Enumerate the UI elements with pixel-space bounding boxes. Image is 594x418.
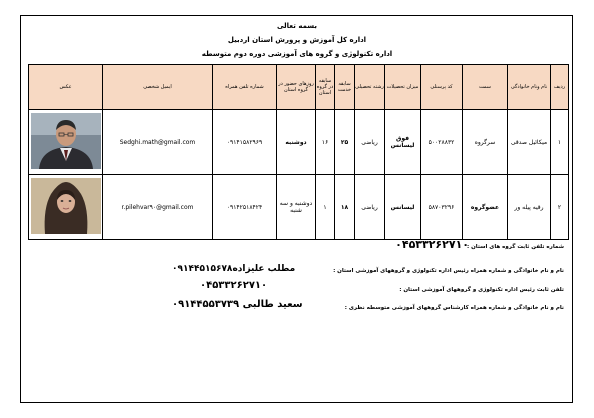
table-row	[29, 175, 569, 240]
cell-role: عضوگروه	[463, 175, 508, 240]
office-phone-value: ۰۴۵۳۳۲۶۲۷۱۰	[200, 280, 268, 291]
cell-service-years: ۱۸	[335, 175, 355, 240]
col-header-service-years: سابقه خدمت	[335, 65, 355, 110]
cell-role: سرگروه	[463, 110, 508, 175]
col-header-role: سمت	[463, 65, 508, 110]
heading-organization: اداره کل آموزش و پرورش استان اردبیل	[227, 36, 367, 44]
cell-attendance-days: دوشنبه و سه شنبه	[277, 175, 316, 240]
portrait-female-photo	[31, 178, 101, 234]
table-header-row	[29, 65, 569, 110]
col-header-photo: عکس	[29, 65, 103, 110]
fixed-phone-value: ۰۴۵۳۳۲۶۲۷۱۰	[395, 238, 469, 251]
col-header-row-number: ردیف	[551, 65, 569, 110]
cell-education: لیسانس	[385, 175, 421, 240]
cell-attendance-days: دوشنبه	[277, 110, 316, 175]
col-header-attendance-days: روزهای حضور در گروه استان	[277, 65, 316, 110]
cell-photo	[29, 110, 103, 175]
cell-education: فوق لیسانس	[385, 110, 421, 175]
cell-name: میکائیل صدقی	[508, 110, 551, 175]
cell-name: رقیه پیله ور	[508, 175, 551, 240]
col-header-field: رشته تحصیلی	[355, 65, 385, 110]
cell-service-years: ۲۵	[335, 110, 355, 175]
col-header-personnel-code: کد پرسنلی	[421, 65, 463, 110]
col-header-name: نام ونام خانوادگی	[508, 65, 551, 110]
col-header-group-years: سابقه در گروه استان	[316, 65, 335, 110]
cell-group-years: ۱۶	[316, 110, 335, 175]
cell-row-number: ۲	[551, 175, 569, 240]
cell-mobile: ۰۹۱۴۲۵۱۸۴۲۴	[213, 175, 277, 240]
cell-personnel-code: ۵۰۰۲۸۸۳۲	[421, 110, 463, 175]
col-header-mobile: شماره تلفن همراه	[213, 65, 277, 110]
cell-field: ریاضی	[355, 175, 385, 240]
cell-email: r.pilehvar۹۰@gmail.com	[103, 175, 213, 240]
fixed-phone-label: شماره تلفن ثابت گروه های استان :	[466, 244, 564, 250]
cell-row-number: ۱	[551, 110, 569, 175]
cell-photo	[29, 175, 103, 240]
cell-group-years: ۱	[316, 175, 335, 240]
col-header-education: میزان تحصیلات	[385, 65, 421, 110]
cell-personnel-code: ۵۸۷۰۳۲۹۶	[421, 175, 463, 240]
table-row	[29, 110, 569, 175]
office-phone-label: تلفن ثابت رئیس اداره تکنولوژی و گروههای آموزشی استان :	[399, 287, 564, 293]
cell-mobile: ۰۹۱۴۱۵۸۲۹۶۹	[213, 110, 277, 175]
expert-label: نام و نام خانوادگی و شماره همراه کارشناس گروههای آموزشی متوسطه نظری :	[344, 305, 564, 311]
staff-table	[28, 64, 569, 240]
head-name-label: نام و نام خانوادگی و شماره همراه رئیس اداره تکنولوژی و گروههای آموزشی استان :	[333, 268, 564, 274]
heading-department: اداره تکنولوژی و گروه های آموزشی دوره دوم متوسطه	[201, 50, 393, 58]
cell-field: ریاضی	[355, 110, 385, 175]
heading-bismillah: بسمه تعالی	[276, 22, 318, 30]
head-name-value: مطلب علیزاده۰۹۱۴۴۵۱۵۶۷۸	[172, 264, 296, 274]
expert-value: سعید طالبی ۰۹۱۴۴۵۵۳۷۳۹	[172, 299, 303, 310]
cell-email: Sedghi.math@gmail.com	[103, 110, 213, 175]
portrait-male-photo	[31, 113, 101, 169]
col-header-email: ایمیل شخصی	[103, 65, 213, 110]
